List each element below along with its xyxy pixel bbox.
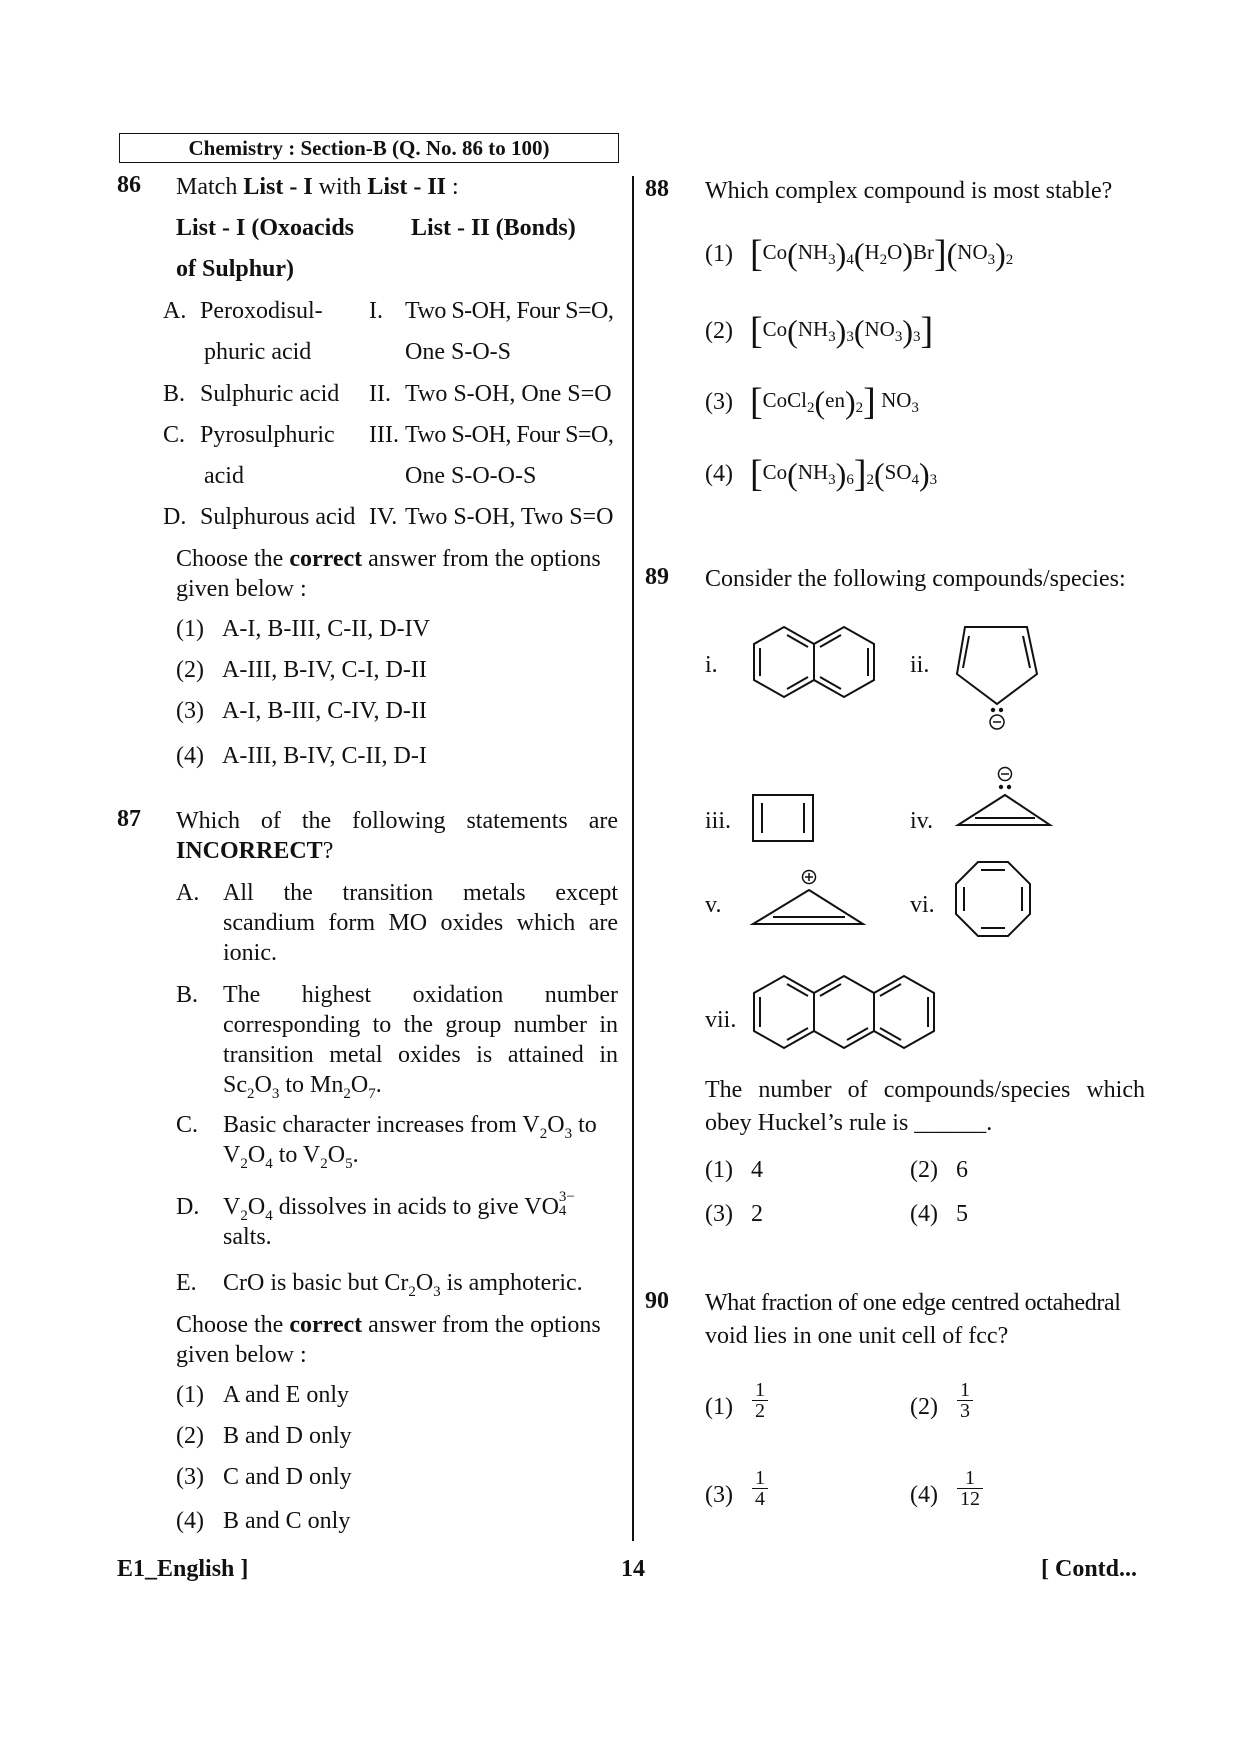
list1-item: acid — [204, 463, 244, 489]
statement-text — [223, 1268, 618, 1298]
subscript: 7 — [368, 1085, 376, 1102]
option-number: (1) — [705, 1157, 733, 1183]
formula: NH — [797, 240, 829, 264]
option-number: (2) — [910, 1157, 938, 1183]
formula: O — [415, 1270, 434, 1296]
statement-label: C. — [176, 1112, 199, 1138]
footer-contd: [ Contd... — [1041, 1556, 1138, 1582]
formula: CoCl — [762, 388, 808, 412]
question-stem: What fraction of one edge centred octahedral — [705, 1290, 1121, 1316]
lone-pair-dot — [1007, 785, 1011, 789]
formula: . — [352, 1142, 359, 1168]
formula: O — [350, 1072, 369, 1098]
bracket: ( — [853, 236, 865, 273]
denominator: 4 — [755, 1488, 765, 1510]
answer-blank: ______ — [914, 1110, 987, 1136]
formula: O — [327, 1142, 346, 1168]
bracket: ) — [845, 384, 856, 421]
structure-label: iv. — [910, 808, 934, 834]
statement-body: Basic character increases from V — [223, 1112, 540, 1138]
list2-item: Two S-OH, One S=O — [405, 381, 612, 407]
bracket: ] — [920, 310, 934, 353]
subscript: 4 — [911, 472, 919, 489]
question-tail: The number of compounds/species which — [705, 1077, 1145, 1103]
option-number: (1) — [705, 241, 733, 267]
lone-pair-dot — [991, 708, 995, 712]
lone-pair-dot — [999, 708, 1003, 712]
formula: to — [572, 1112, 597, 1138]
subscript: 2 — [855, 400, 864, 417]
list1-heading: of Sulphur) — [176, 256, 295, 282]
question-tail — [705, 1108, 992, 1138]
bracket: ) — [995, 236, 1006, 273]
subscript: 4 — [558, 1203, 567, 1220]
option-number: (3) — [176, 1464, 204, 1490]
question-stem — [176, 172, 459, 202]
bracket: ) — [902, 313, 913, 350]
row-roman: II. — [369, 381, 391, 407]
list2-heading: List - II (Bonds) — [411, 215, 576, 241]
formula: Co — [762, 317, 788, 341]
bracket: [ — [750, 453, 763, 496]
subscript: 2 — [807, 400, 815, 417]
question-number: 89 — [645, 564, 669, 590]
structure-label: v. — [705, 892, 722, 918]
list1-item: Pyrosulphuric — [200, 422, 335, 448]
option-number: (2) — [176, 1423, 204, 1449]
option-text: A-III, B-IV, C-II, D-I — [222, 743, 427, 769]
subscript: 2 — [866, 472, 874, 489]
option-number: (4) — [705, 461, 733, 487]
tail-text: . — [986, 1110, 993, 1136]
statement-text — [223, 980, 618, 1100]
instruction-text: answer from the options — [362, 1312, 601, 1338]
stem-bold: List - I — [243, 174, 313, 200]
subscript: 2 — [247, 1085, 255, 1102]
formula: to V — [272, 1142, 321, 1168]
bracket: [ — [750, 381, 763, 424]
row-roman: IV. — [369, 504, 398, 530]
instruction-text: given below : — [176, 576, 307, 602]
option-text: A-I, B-III, C-II, D-IV — [222, 616, 430, 642]
option-number: (2) — [705, 318, 733, 344]
instruction-text: given below : — [176, 1342, 307, 1368]
formula: V — [223, 1194, 241, 1220]
option-number: (3) — [176, 698, 204, 724]
formula: H — [864, 240, 880, 264]
subscript: 4 — [265, 1207, 273, 1224]
list1-item: Peroxodisul- — [200, 298, 323, 324]
instruction — [176, 1310, 618, 1370]
subscript: 3 — [564, 1125, 573, 1142]
bracket: ) — [835, 236, 847, 273]
denominator: 12 — [960, 1488, 980, 1510]
stem-bold: List - II — [367, 174, 447, 200]
question-stem — [176, 836, 333, 866]
option-number: (4) — [176, 743, 204, 769]
structure-label: i. — [705, 652, 718, 678]
subscript: 3 — [271, 1085, 280, 1102]
subscript: 3 — [911, 400, 919, 417]
bracket: ( — [787, 456, 798, 493]
formula: NH — [797, 460, 829, 484]
stem-text: : — [446, 174, 459, 200]
complex-formula — [750, 305, 933, 355]
formula: O — [254, 1072, 272, 1098]
question-number: 90 — [645, 1288, 669, 1314]
formula: NO — [957, 240, 988, 264]
option-fraction — [752, 1468, 768, 1509]
list2-item: Two S-OH, Two S=O — [405, 504, 614, 530]
option-text: 2 — [751, 1201, 763, 1227]
cyclopentadienyl-anion-structure — [955, 622, 1040, 732]
list2-item: One S-O-O-S — [405, 463, 537, 489]
subscript: 2 — [539, 1125, 548, 1142]
formula: NO — [881, 388, 912, 412]
subscript: 3 — [846, 329, 854, 346]
option-number: (1) — [176, 616, 204, 642]
row-label: D. — [163, 504, 187, 530]
list1-item: Sulphuric acid — [200, 381, 340, 407]
formula: O — [887, 240, 903, 264]
subscript: 2 — [240, 1155, 248, 1172]
bracket: [ — [750, 310, 763, 353]
statement-label: D. — [176, 1194, 200, 1220]
option-number: (1) — [705, 1394, 733, 1420]
stem-text: with — [312, 174, 368, 200]
statement-label: E. — [176, 1270, 197, 1296]
subscript: 2 — [879, 252, 888, 269]
complex-formula — [750, 376, 919, 426]
bracket: ) — [835, 456, 847, 493]
page-number: 14 — [621, 1556, 645, 1582]
subscript: 3 — [828, 329, 836, 346]
formula: Co — [762, 460, 788, 484]
bracket: ] — [863, 381, 876, 424]
statement-body: The highest oxidation number corresponding to the group number in transition metal oxides is attained in — [223, 982, 618, 1068]
superscript: 3− — [558, 1189, 575, 1206]
question-number: 86 — [117, 172, 141, 198]
subscript: 3 — [929, 472, 938, 489]
bracket: ( — [814, 384, 826, 421]
cyclobutadiene-structure — [751, 793, 816, 845]
stem-text: Match — [176, 174, 244, 200]
question-stem: Which complex compound is most stable? — [705, 178, 1113, 204]
tail-text: obey Huckel’s rule is — [705, 1110, 909, 1136]
subscript: 2 — [343, 1085, 351, 1102]
option-number: (4) — [176, 1508, 204, 1534]
cyclopropenyl-anion-structure — [955, 765, 1055, 830]
bracket: ) — [919, 456, 930, 493]
subscript: 2 — [408, 1283, 416, 1300]
subscript: 2 — [320, 1155, 328, 1172]
naphthalene-structure — [746, 622, 881, 707]
column-divider — [632, 176, 634, 1541]
bracket: ) — [835, 313, 847, 350]
option-text: B and D only — [223, 1423, 352, 1449]
bracket: ] — [853, 453, 867, 496]
question-number: 87 — [117, 806, 141, 832]
subscript: 3 — [828, 472, 836, 489]
option-number: (4) — [910, 1482, 938, 1508]
subscript: 3 — [987, 252, 996, 269]
formula: en — [825, 388, 845, 412]
statement-text — [223, 1189, 618, 1252]
row-label: C. — [163, 422, 186, 448]
subscript: 4 — [265, 1155, 273, 1172]
formula: O — [247, 1194, 266, 1220]
option-text: A-I, B-III, C-IV, D-II — [222, 698, 427, 724]
instruction-text: Choose the — [176, 1312, 290, 1338]
formula: O — [547, 1112, 565, 1138]
formula: O — [247, 1142, 266, 1168]
subscript: 3 — [894, 329, 903, 346]
complex-formula — [750, 448, 937, 498]
option-text: 6 — [956, 1157, 968, 1183]
bracket: ( — [787, 313, 798, 350]
subscript: 3 — [828, 252, 836, 269]
statement-body: dissolves in acids to give VO — [272, 1194, 559, 1220]
formula: V — [223, 1142, 241, 1168]
cyclooctatetraene-structure — [953, 860, 1033, 940]
option-fraction — [957, 1380, 973, 1421]
formula: Co — [762, 240, 788, 264]
numerator: 1 — [957, 1380, 973, 1401]
formula: NH — [797, 317, 829, 341]
formula: NO — [864, 317, 895, 341]
question-stem: Consider the following compounds/species: — [705, 566, 1126, 592]
option-text: B and C only — [223, 1508, 351, 1534]
subscript: 4 — [846, 252, 854, 269]
stem-text: ? — [322, 838, 334, 864]
option-number: (2) — [176, 657, 204, 683]
option-text: 5 — [956, 1201, 968, 1227]
statement-label: B. — [176, 982, 199, 1008]
bracket: [ — [750, 233, 763, 276]
list1-item: Sulphurous acid — [200, 504, 356, 530]
option-number: (2) — [910, 1394, 938, 1420]
subscript: 3 — [912, 329, 921, 346]
list1-heading: List - I (Oxoacids — [176, 215, 355, 241]
bracket: ) — [902, 236, 913, 273]
stem-bold: INCORRECT — [176, 838, 323, 864]
structure-label: ii. — [910, 652, 930, 678]
option-number: (3) — [705, 1482, 733, 1508]
formula: to Mn — [279, 1072, 344, 1098]
denominator: 2 — [755, 1400, 765, 1422]
option-number: (1) — [176, 1382, 204, 1408]
option-number: (3) — [705, 1201, 733, 1227]
list2-item: Two S-OH, Four S=O, — [405, 422, 614, 448]
option-text: A and E only — [223, 1382, 349, 1408]
subscript: 6 — [846, 472, 854, 489]
statement-body: salts. — [223, 1224, 272, 1251]
bracket: ( — [946, 236, 958, 273]
question-stem: void lies in one unit cell of fcc? — [705, 1323, 1009, 1349]
instruction-bold: correct — [289, 546, 363, 572]
statement-body: is amphoteric. — [440, 1270, 583, 1296]
bracket: ] — [933, 233, 947, 276]
lone-pair-dot — [999, 785, 1003, 789]
formula: SO — [884, 460, 912, 484]
subscript: 3 — [433, 1283, 441, 1300]
footer-booklet-code: E1_English ] — [117, 1556, 249, 1582]
statement-body: CrO is basic but Cr — [223, 1270, 409, 1296]
option-text: A-III, B-IV, C-I, D-II — [222, 657, 427, 683]
row-label: A. — [163, 298, 187, 324]
question-number: 88 — [645, 176, 669, 202]
formula: . — [375, 1072, 382, 1098]
list2-item: Two S-OH, Four S=O, — [405, 298, 614, 324]
bracket: ( — [787, 236, 798, 273]
statement-text: All the transition metals except scandium form MO oxides which are ionic. — [223, 880, 618, 966]
numerator: 1 — [752, 1468, 768, 1489]
row-roman: I. — [369, 298, 383, 324]
instruction-text: Choose the — [176, 546, 290, 572]
question-stem: Which of the following statements are — [176, 808, 618, 834]
cyclopropenyl-cation-structure — [751, 868, 866, 930]
row-roman: III. — [369, 422, 399, 448]
formula: Br — [912, 240, 934, 264]
bracket: ( — [873, 456, 885, 493]
subscript: 2 — [240, 1207, 248, 1224]
list1-item: phuric acid — [204, 339, 312, 365]
structure-label: vi. — [910, 892, 935, 918]
instruction-text: answer from the options — [362, 546, 601, 572]
option-fraction — [957, 1468, 983, 1509]
numerator: 1 — [752, 1380, 768, 1401]
option-text: 4 — [751, 1157, 763, 1183]
option-text: C and D only — [223, 1464, 352, 1490]
denominator: 3 — [960, 1400, 970, 1422]
anthracene-structure — [751, 973, 946, 1055]
structure-label: iii. — [705, 808, 732, 834]
instruction-bold: correct — [289, 1312, 363, 1338]
formula: Sc — [223, 1072, 247, 1098]
subscript: 2 — [1005, 252, 1014, 269]
option-fraction — [752, 1380, 768, 1421]
statement-text — [223, 1110, 618, 1170]
list2-item: One S-O-S — [405, 339, 511, 365]
option-number: (3) — [705, 389, 733, 415]
complex-formula — [750, 228, 1013, 278]
statement-label: A. — [176, 880, 200, 906]
subscript: 5 — [345, 1155, 353, 1172]
structure-label: vii. — [705, 1007, 737, 1033]
row-label: B. — [163, 381, 186, 407]
numerator: 1 — [957, 1468, 983, 1489]
section-header: Chemistry : Section-B (Q. No. 86 to 100) — [119, 133, 619, 163]
bracket: ( — [853, 313, 865, 350]
option-number: (4) — [910, 1201, 938, 1227]
instruction — [176, 544, 618, 604]
